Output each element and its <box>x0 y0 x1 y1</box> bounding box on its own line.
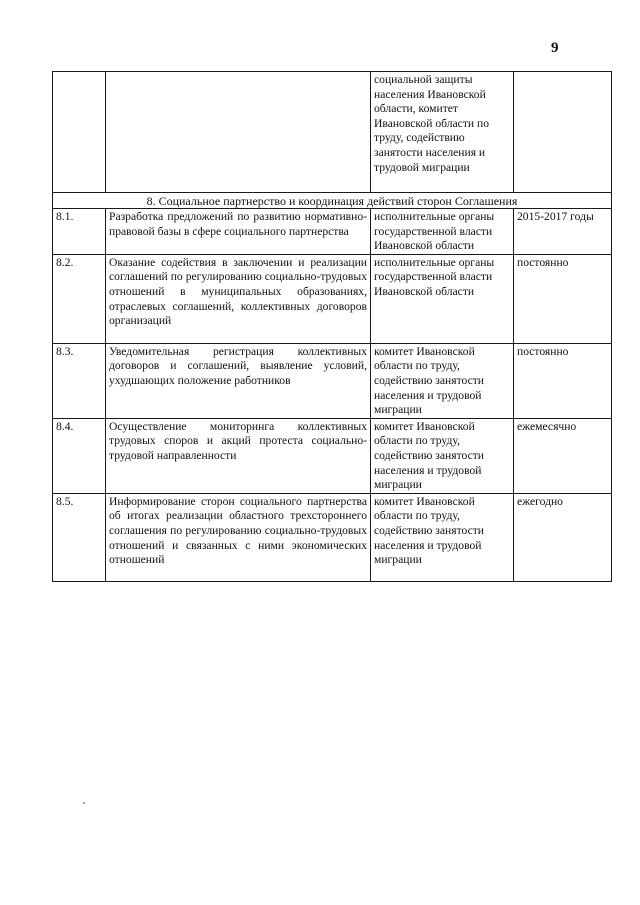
cell-responsible: комитет Ивановской области по труду, содействию занятости населения и трудовой миграции <box>371 418 514 493</box>
cell-action: Разработка предложений по развитию нормативно-правовой базы в сфере социального партнерства <box>106 209 371 255</box>
cell-term: ежегодно <box>514 493 612 581</box>
cell-responsible: исполнительные органы государственной власти Ивановской области <box>371 254 514 343</box>
cell-responsible: комитет Ивановской области по труду, содействию занятости населения и трудовой миграции <box>371 343 514 418</box>
cell-term <box>514 72 612 193</box>
table-row <box>53 209 612 255</box>
scan-speck <box>83 802 85 804</box>
table-row <box>53 418 612 493</box>
cell-num: 8.2. <box>53 254 106 343</box>
cell-num: 8.3. <box>53 343 106 418</box>
cell-term: ежемесячно <box>514 418 612 493</box>
cell-action <box>106 72 371 193</box>
cell-num: 8.4. <box>53 418 106 493</box>
table-row-continuation <box>53 72 612 193</box>
cell-term: постоянно <box>514 254 612 343</box>
table-row <box>53 493 612 581</box>
cell-responsible: комитет Ивановской области по труду, содействию занятости населения и трудовой миграции <box>371 493 514 581</box>
cell-num: 8.5. <box>53 493 106 581</box>
page-number: 9 <box>551 40 559 56</box>
cell-term: постоянно <box>514 343 612 418</box>
section-header-row <box>53 193 612 209</box>
cell-action: Оказание содействия в заключении и реализации соглашений по регулированию социально-трудовых отношений в муниципальных образованиях, отраслевых соглашений, коллективных договоров организаций <box>106 254 371 343</box>
cell-responsible: социальной защиты населения Ивановской области, комитет Ивановской области по труду, содействию занятости населения и трудовой миграции <box>371 72 514 193</box>
table-row <box>53 343 612 418</box>
cell-num: 8.1. <box>53 209 106 255</box>
agreement-table <box>52 71 612 582</box>
cell-term: 2015-2017 годы <box>514 209 612 255</box>
cell-action: Уведомительная регистрация коллективных договоров и соглашений, выявление условий, ухудшающих положение работников <box>106 343 371 418</box>
table-row <box>53 254 612 343</box>
section-title: 8. Социальное партнерство и координация действий сторон Соглашения <box>53 193 612 209</box>
cell-action: Информирование сторон социального партнерства об итогах реализации областного трехстороннего соглашения по регулированию социально-трудовых отношений и связанных с ними экономических отношений <box>106 493 371 581</box>
cell-action: Осуществление мониторинга коллективных трудовых споров и акций протеста социально-трудовой направленности <box>106 418 371 493</box>
cell-responsible: исполнительные органы государственной власти Ивановской области <box>371 209 514 255</box>
cell-num <box>53 72 106 193</box>
